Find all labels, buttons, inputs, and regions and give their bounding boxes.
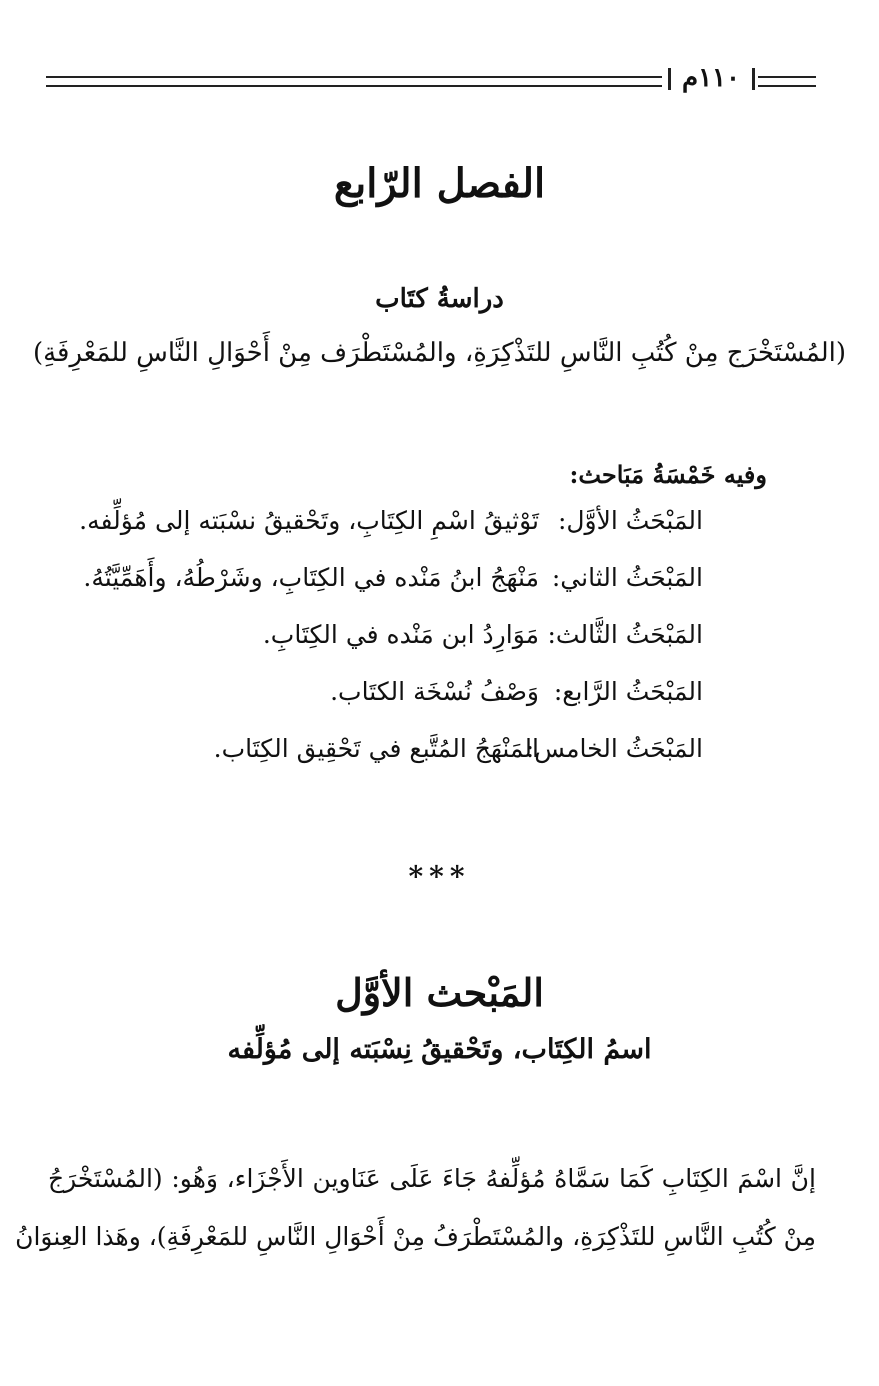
paragraph-line: مِنْ كُتُبِ النَّاسِ للتَذْكِرَةِ، والمُسْتَطْرَفُ مِنْ أَحْوَالِ النَّاسِ للمَعْرِفَةِ)، وهَذا العِنوَانُ [15, 1222, 816, 1251]
sections-intro: وفيه خَمْسَةُ مَبَاحث: [569, 460, 767, 489]
section-item [63, 506, 703, 563]
section-text: مَوَارِدُ ابن مَنْده في الكِتَابِ. [262, 620, 539, 649]
book-title: (المُسْتَخْرَج مِنْ كُتُبِ النَّاسِ للتَذْكِرَةِ، والمُسْتَطْرَف مِنْ أَحْوَالِ النَّاسِ للمَعْرِفَةِ) [32, 338, 847, 368]
section-title: المَبْحث الأوَّل [335, 970, 544, 1015]
section-label: المَبْحَثُ الأوَّل: [557, 506, 703, 535]
section-label: المَبْحَثُ الثَّالث: [547, 620, 703, 649]
section-label: المَبْحَثُ الثاني: [551, 563, 703, 592]
chapter-title: الفصل الرّابع [333, 160, 546, 207]
section-label: المَبْحَثُ الخامس: [525, 734, 703, 763]
paragraph-line: إنَّ اسْمَ الكِتَابِ كَمَا سَمَّاهُ مُؤلِّفهُ جَاءَ عَلَى عَنَاوين الأَجْزَاء، وَهُو: (المُسْتَخْرَجُ [48, 1164, 816, 1193]
study-heading: دراسةُ كتَاب [375, 284, 504, 314]
body-paragraph [15, 1150, 816, 1266]
section-item [63, 734, 703, 791]
separator-stars: *** [408, 860, 471, 893]
header-rule-right [758, 76, 816, 87]
sections-list [63, 506, 703, 791]
section-item [63, 563, 703, 620]
section-text: وَصْفُ نُسْخَة الكتَاب. [330, 677, 539, 706]
section-label: المَبْحَثُ الرَّابع: [553, 677, 703, 706]
section-item [63, 620, 703, 677]
header-bar-left [668, 68, 671, 90]
section-text: تَوْثيقُ اسْمِ الكِتَابِ، وتَحْقيقُ نسْبَته إلى مُؤلِّفه. [79, 506, 539, 535]
section-text: مَنْهَجُ ابنُ مَنْده في الكِتَابِ، وشَرْطُهُ، وأَهَمِّيَّتُهُ. [83, 563, 539, 592]
section-item [63, 677, 703, 734]
section-subtitle: اسمُ الكِتَاب، وتَحْقيقُ نِسْبَته إلى مُؤلِّفه [227, 1034, 652, 1065]
page-header [46, 62, 816, 96]
page-number: ١١٠م [681, 63, 740, 93]
header-bar-right [752, 68, 755, 90]
header-rule-left [46, 76, 662, 87]
section-text: المَنْهَجُ المُتَّبع في تَحْقِيق الكِتَاب. [213, 734, 539, 763]
